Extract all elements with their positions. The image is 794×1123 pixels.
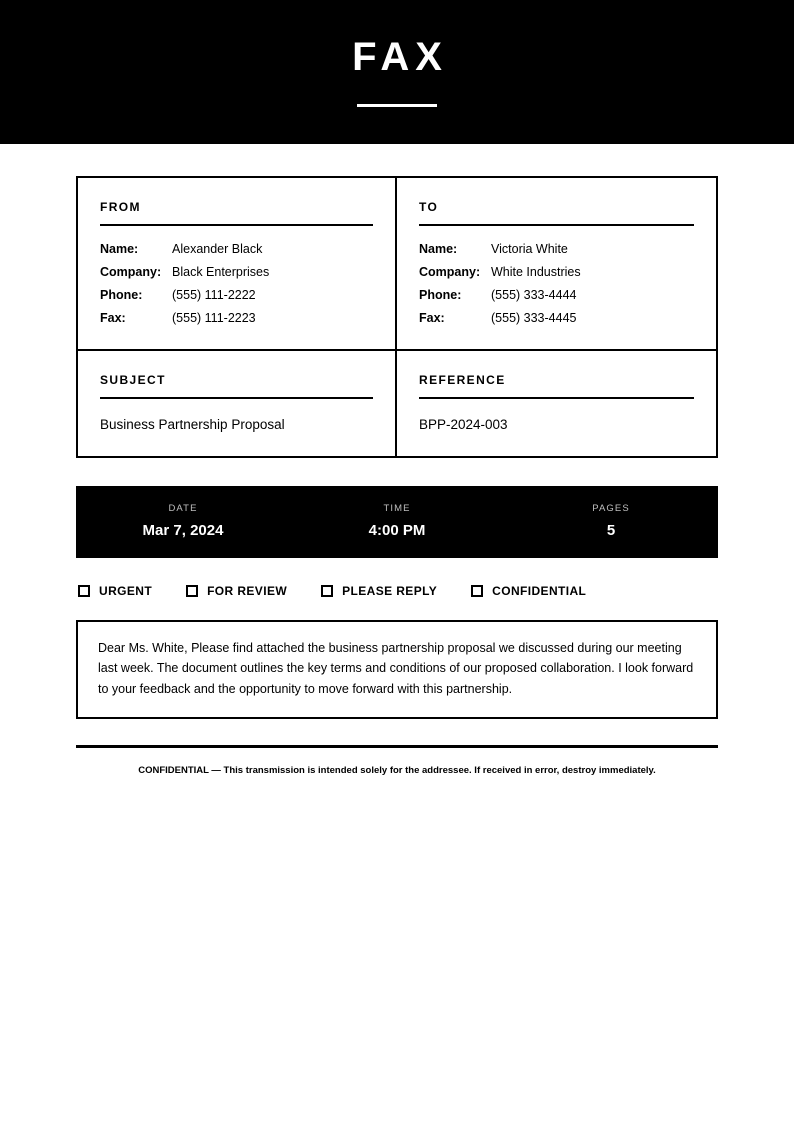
flag-for-review[interactable] bbox=[186, 584, 287, 598]
fax-sheet bbox=[0, 176, 794, 776]
reference-cell bbox=[397, 349, 716, 456]
flag-for-review-label: FOR REVIEW bbox=[207, 584, 288, 598]
meta-date-value: Mar 7, 2024 bbox=[142, 522, 224, 539]
from-heading-rule bbox=[100, 224, 373, 226]
flag-please-reply[interactable] bbox=[321, 584, 437, 598]
to-fax-value: (555) 333-4445 bbox=[491, 311, 577, 325]
from-cell bbox=[78, 178, 397, 349]
meta-time-label: TIME bbox=[383, 503, 411, 514]
from-field-list bbox=[100, 242, 373, 325]
from-name-value: Alexander Black bbox=[172, 242, 263, 256]
contact-info-grid bbox=[76, 176, 718, 458]
to-phone-value: (555) 333-4444 bbox=[491, 288, 577, 302]
reference-heading: REFERENCE bbox=[419, 373, 506, 387]
to-heading: TO bbox=[419, 200, 439, 214]
title-underline-rule bbox=[357, 104, 437, 107]
to-field-list bbox=[419, 242, 694, 325]
meta-time-column bbox=[290, 503, 504, 539]
from-phone-label: Phone: bbox=[100, 288, 143, 302]
flag-confidential-label: CONFIDENTIAL bbox=[492, 584, 587, 598]
from-phone-row bbox=[100, 288, 373, 302]
fax-header-band bbox=[0, 0, 794, 144]
meta-time-value: 4:00 PM bbox=[368, 522, 426, 539]
transmission-meta-bar bbox=[76, 486, 718, 558]
to-company-row bbox=[419, 265, 694, 279]
checkbox-urgent-icon[interactable] bbox=[78, 585, 90, 597]
to-name-value: Victoria White bbox=[491, 242, 568, 256]
from-phone-value: (555) 111-2222 bbox=[172, 288, 256, 302]
to-cell bbox=[397, 178, 716, 349]
message-box bbox=[76, 620, 718, 719]
reference-value: BPP-2024-003 bbox=[419, 417, 508, 432]
checkbox-for-review-icon[interactable] bbox=[186, 585, 198, 597]
footer-divider bbox=[76, 745, 718, 748]
to-phone-label: Phone: bbox=[419, 288, 462, 302]
meta-pages-value: 5 bbox=[606, 522, 616, 539]
meta-date-label: DATE bbox=[168, 503, 198, 514]
from-fax-label: Fax: bbox=[100, 311, 126, 325]
to-phone-row bbox=[419, 288, 694, 302]
subject-value: Business Partnership Proposal bbox=[100, 417, 285, 432]
from-fax-value: (555) 111-2223 bbox=[172, 311, 256, 325]
meta-pages-label: PAGES bbox=[592, 503, 630, 514]
from-fax-row bbox=[100, 311, 373, 325]
to-fax-row bbox=[419, 311, 694, 325]
flag-urgent-label: URGENT bbox=[99, 584, 153, 598]
meta-pages-column bbox=[504, 503, 718, 539]
from-heading: FROM bbox=[100, 200, 141, 214]
from-name-label: Name: bbox=[100, 242, 139, 256]
flag-checkbox-row bbox=[76, 584, 718, 598]
page-title: FAX bbox=[352, 35, 448, 79]
to-heading-rule bbox=[419, 224, 694, 226]
message-body: Dear Ms. White, Please find attached the business partnership proposal we discussed during our meeting last week. The document outlines the key terms and conditions of our proposed collaboration. I look forward to your feedback and the opportunity to move forward with this partnership. bbox=[98, 641, 694, 696]
from-company-label: Company: bbox=[100, 265, 162, 279]
from-company-row bbox=[100, 265, 373, 279]
from-company-value: Black Enterprises bbox=[172, 265, 270, 279]
reference-heading-rule bbox=[419, 397, 694, 399]
to-name-label: Name: bbox=[419, 242, 458, 256]
subject-heading-rule bbox=[100, 397, 373, 399]
checkbox-please-reply-icon[interactable] bbox=[321, 585, 333, 597]
to-company-value: White Industries bbox=[491, 265, 581, 279]
checkbox-confidential-icon[interactable] bbox=[471, 585, 483, 597]
meta-date-column bbox=[76, 503, 290, 539]
flag-confidential[interactable] bbox=[471, 584, 586, 598]
subject-cell bbox=[78, 349, 397, 456]
flag-urgent[interactable] bbox=[78, 584, 152, 598]
from-name-row bbox=[100, 242, 373, 256]
flag-please-reply-label: PLEASE REPLY bbox=[342, 584, 438, 598]
to-name-row bbox=[419, 242, 694, 256]
footer-confidentiality-note: CONFIDENTIAL — This transmission is intended solely for the addressee. If received in error, destroy immediately. bbox=[138, 765, 656, 777]
to-company-label: Company: bbox=[419, 265, 481, 279]
to-fax-label: Fax: bbox=[419, 311, 445, 325]
subject-heading: SUBJECT bbox=[100, 373, 166, 387]
